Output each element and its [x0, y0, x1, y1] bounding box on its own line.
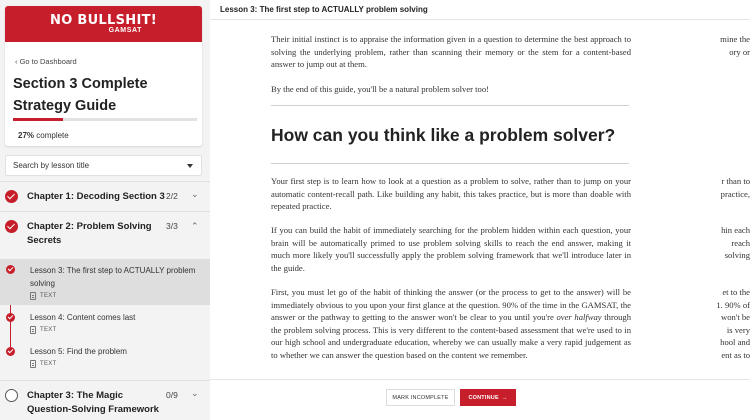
continue-button-label: CONTINUE — [468, 394, 499, 401]
overflow-line: solving — [724, 250, 750, 261]
check-circle-icon — [6, 313, 15, 322]
overflow-line: reach — [731, 237, 750, 248]
overflow-line: won't be — [721, 312, 750, 323]
lesson-search-label: Search by lesson title — [13, 161, 90, 170]
circle-outline-icon — [5, 389, 18, 402]
lesson-search-select[interactable] — [5, 155, 202, 176]
chapter-count: 0/9 — [166, 390, 178, 400]
overflow-line: hool and — [720, 337, 750, 348]
check-circle-icon — [5, 220, 18, 233]
brand-logo[interactable] — [5, 6, 202, 42]
chapter-count: 3/3 — [166, 221, 178, 231]
overflow-line: 1. 90% of — [716, 299, 750, 310]
overflow-text-column — [650, 33, 750, 58]
lesson-type — [30, 326, 57, 334]
brand-logo-text: NO BULLSHIT! — [50, 12, 157, 28]
back-link-label: Go to Dashboard — [19, 57, 77, 66]
progress-bar — [13, 118, 197, 121]
lesson-item[interactable] — [0, 305, 210, 341]
overflow-line: practice, — [720, 188, 750, 199]
paragraph: If you can build the habit of immediately searching for the problem hidden within each question, your brain will be automatically primed to use problem solving skills to reach the end answer, making it much more likely you'll successfully apply the problem solving framework that we'll introduce later in the guide. — [271, 225, 631, 273]
paragraph-text: First, you must let go of the habit of thinking the answer (or the process to get to the answer) will be immediately obvious to you upon your first glance at the question. 90% of the time in the GAMSAT, the answer or the pathway to getting to the answer won't be clear to you until you're — [271, 287, 631, 323]
lesson-type-label: TEXT — [40, 361, 57, 367]
lesson-type — [30, 292, 57, 300]
lesson-footer — [210, 379, 750, 420]
lesson-type-label: TEXT — [40, 293, 57, 299]
check-circle-icon — [5, 190, 18, 203]
chapter-3[interactable] — [0, 380, 210, 420]
overflow-text-column — [650, 286, 750, 362]
caret-down-icon — [187, 164, 193, 168]
paragraph: Their initial instinct is to appraise the information given in a question to determine the best approach to solving the underlying problem, rather than scanning their memory or the stem for a content-based answer to jump out at them. — [271, 34, 631, 70]
overflow-line: is very — [726, 324, 750, 335]
overflow-line: r than to — [721, 176, 750, 186]
course-card — [5, 6, 202, 146]
lesson-title: Lesson 4: Content comes last — [30, 313, 136, 322]
chevron-down-icon: ⌄ — [191, 189, 199, 199]
paragraph-text: through the problem solving process. This is very different to the content-based assessment that we're used to in our high school and undergraduate education, whereby we can usually make a very rapid judgement as to whether we can answer the question based on the content we remember. — [271, 312, 632, 360]
sidebar — [0, 0, 210, 420]
overflow-line: mine the — [720, 34, 750, 44]
overflow-line: ent as to — [721, 349, 750, 360]
lesson-item-active[interactable] — [0, 259, 210, 305]
document-icon — [30, 292, 36, 300]
check-circle-icon — [6, 347, 15, 356]
chevron-down-icon: ⌄ — [191, 388, 199, 398]
overflow-text-column — [650, 175, 750, 200]
progress-suffix: complete — [36, 131, 69, 140]
lesson-type-label: TEXT — [40, 327, 57, 333]
overflow-line: hin each — [721, 225, 750, 235]
course-title: Section 3 Complete Strategy Guide — [13, 76, 148, 114]
progress-label — [18, 131, 69, 140]
lesson-type — [30, 360, 57, 368]
paragraph: By the end of this guide, you'll be a natural problem solver too! — [271, 84, 490, 94]
mark-incomplete-button[interactable]: MARK INCOMPLETE — [386, 389, 455, 406]
back-to-dashboard-link[interactable] — [15, 57, 202, 66]
progress-percent: 27% — [18, 131, 35, 140]
overflow-line: ory or — [729, 46, 750, 57]
section-heading: How can you think like a problem solver? — [271, 125, 616, 145]
divider — [271, 163, 629, 164]
chevron-up-icon: ⌃ — [191, 221, 199, 231]
document-icon — [30, 360, 36, 368]
check-circle-icon — [6, 265, 15, 274]
lesson-body[interactable] — [210, 21, 750, 379]
brand-logo-subtext: GAMSAT — [108, 26, 142, 34]
lesson-header — [210, 0, 750, 20]
chapter-title: Chapter 1: Decoding Section 3 — [27, 191, 165, 202]
chevron-left-icon: ‹ — [15, 57, 18, 66]
paragraph — [271, 286, 631, 362]
paragraph: Your first step is to learn how to look at a question as a problem to solve, rather than to jump on your automatic content-recall path. Like building any habit, this takes practice, but is more than doable with repeated practice. — [271, 176, 631, 212]
emphasis-text: over halfway — [556, 312, 602, 323]
divider — [271, 105, 629, 106]
arrow-right-icon: → — [501, 394, 508, 401]
chapter-count: 2/2 — [166, 191, 178, 201]
chapter-2[interactable] — [0, 211, 210, 259]
lesson-content-panel — [210, 0, 750, 420]
overflow-line: et to the — [722, 287, 750, 297]
lesson-item[interactable] — [0, 341, 210, 377]
lesson-title: Lesson 5: Find the problem — [30, 347, 127, 356]
chapter-1[interactable] — [0, 181, 210, 211]
overflow-text-column — [650, 224, 750, 262]
chapter-title: Chapter 3: The Magic Question-Solving Framework — [27, 390, 159, 415]
lesson-title: Lesson 3: The first step to ACTUALLY problem solving — [30, 266, 196, 288]
document-icon — [30, 326, 36, 334]
chapter-title: Chapter 2: Problem Solving Secrets — [27, 221, 152, 246]
progress-bar-fill — [13, 118, 63, 121]
continue-button[interactable] — [460, 389, 516, 406]
lesson-header-title: Lesson 3: The first step to ACTUALLY problem solving — [220, 5, 428, 14]
